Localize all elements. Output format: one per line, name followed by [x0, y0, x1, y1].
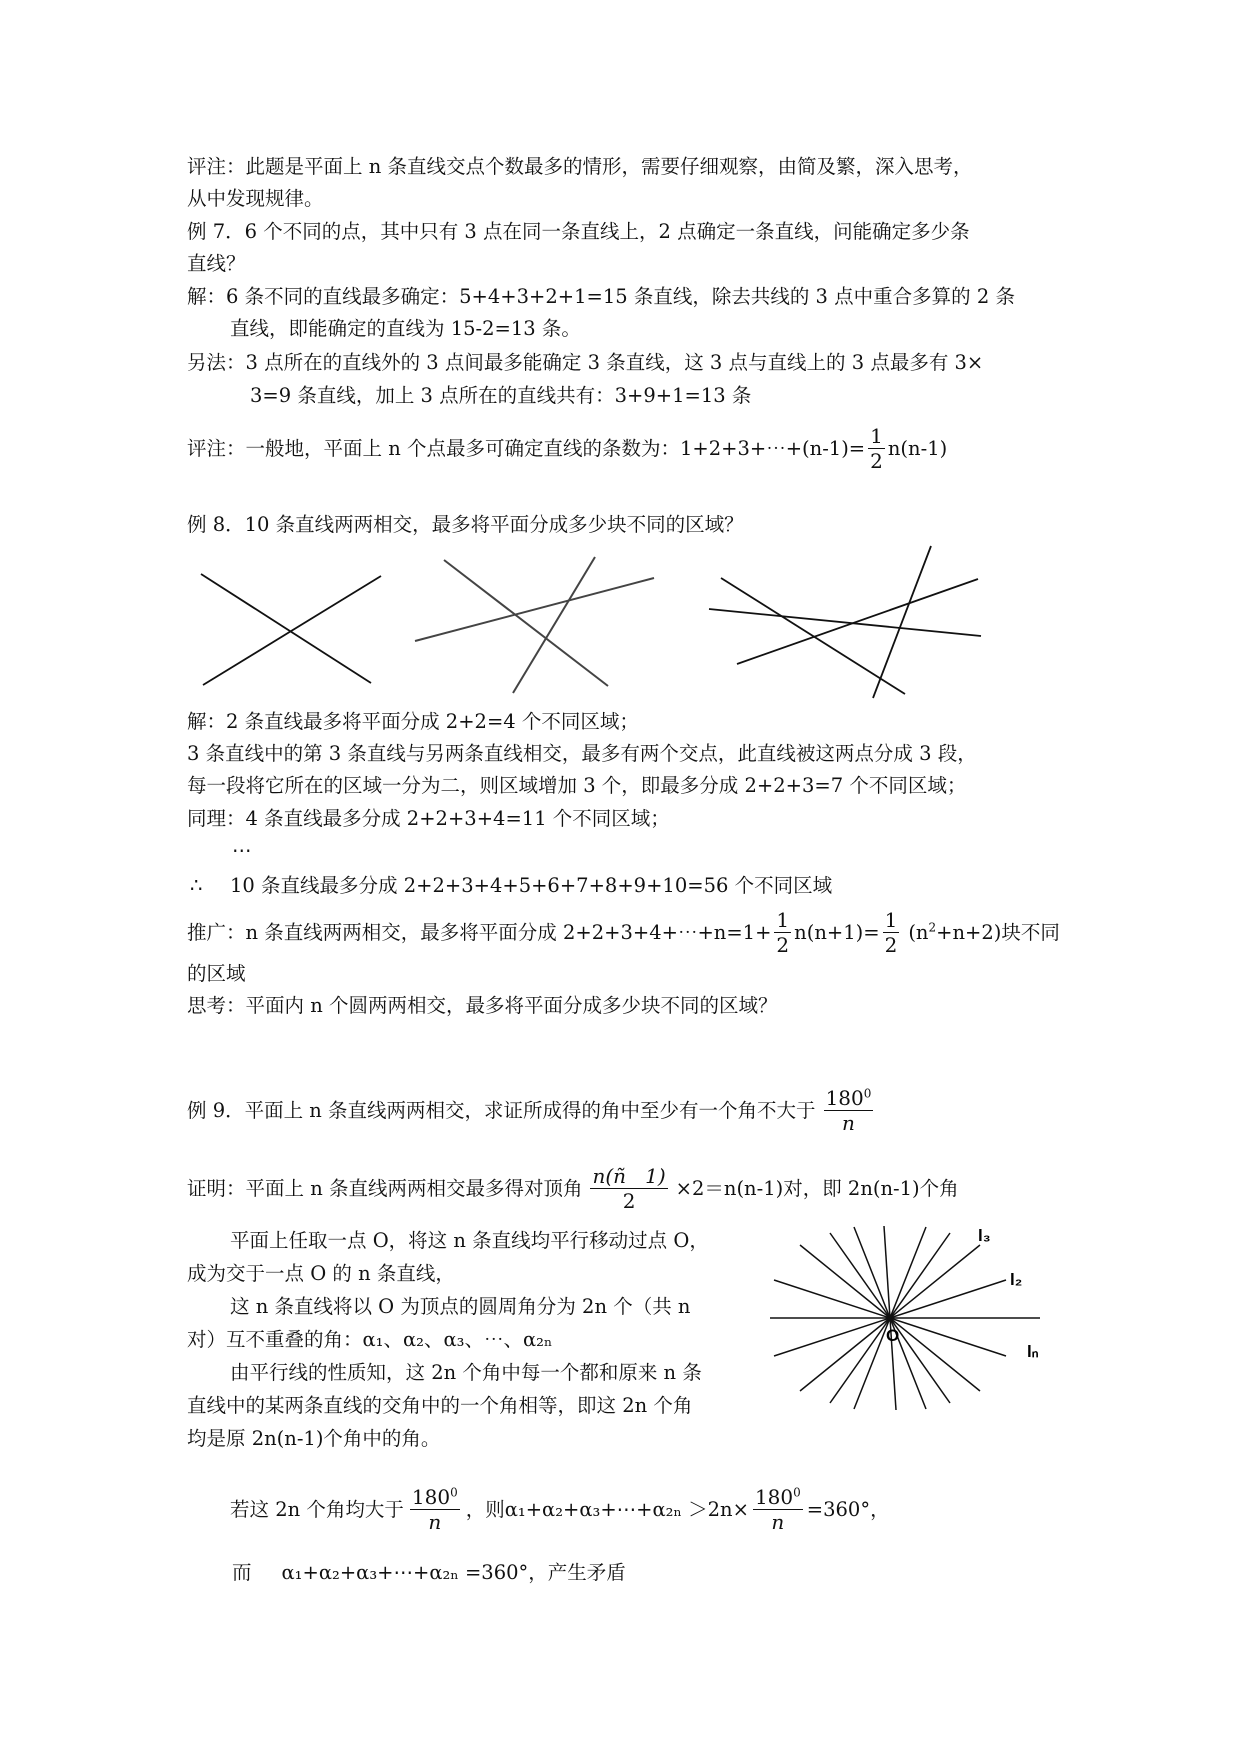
fraction-denominator: 2	[884, 933, 898, 957]
line-c	[513, 557, 595, 693]
solution-7-line-1: 解：6 条不同的直线最多确定：5+4+3+2+1=15 条直线，除去共线的 3 点中重合多算的 2 条	[187, 285, 1015, 308]
comment-line-2: 从中发现规律。	[187, 187, 324, 210]
example-7-line-1: 例 7．6 个不同的点，其中只有 3 点在同一条直线上，2 点确定一条直线，问能确定多少条	[187, 220, 970, 243]
fraction-180-over-n-2	[753, 1485, 803, 1534]
proof-para-3-line-1: 由平行线的性质知，这 2n 个角中每一个都和原来 n 条	[230, 1361, 702, 1384]
figure-three-lines	[410, 555, 660, 695]
generalization-continued: 的区域	[187, 962, 246, 985]
example-7-line-2: 直线？	[187, 252, 246, 275]
final-word: 而	[232, 1561, 252, 1584]
if-all-text: 若这 2n 个角均大于	[230, 1497, 404, 1521]
generalization-line	[187, 905, 1060, 960]
proof-para-1-line-1: 平面上任取一点 O，将这 n 条直线均平行移动过点 O，	[230, 1229, 709, 1252]
num-sup: 0	[793, 1485, 801, 1500]
line-d	[873, 546, 931, 698]
fraction-numerator	[824, 1086, 874, 1110]
solution-8-line-4: 同理：4 条直线最多分成 2+2+3+4=11 个不同区域；	[187, 807, 670, 830]
if-all-tail: =360°，	[806, 1497, 890, 1521]
gen-tail-b: +n+2)块不同	[936, 920, 1060, 944]
generalization-text: 推广：n 条直线两两相交，最多将平面分成 2+2+3+4+⋯+n=1+	[187, 920, 772, 944]
fraction-numerator	[753, 1485, 803, 1509]
proof-text: 证明：平面上 n 条直线两两相交最多得对顶角	[187, 1176, 583, 1200]
fraction-denominator: n	[842, 1111, 855, 1135]
fraction-numerator: n(ñ 1)	[592, 1164, 666, 1188]
line-a	[201, 574, 371, 683]
fraction-pairs	[590, 1164, 667, 1213]
example-8-title: 例 8．10 条直线两两相交，最多将平面分成多少块不同的区域？	[187, 513, 744, 536]
therefore-symbol: ∴	[190, 874, 203, 897]
ellipsis: ⋯	[232, 839, 252, 862]
gen-tail-a: (n	[908, 920, 929, 944]
star-lines	[770, 1226, 1040, 1410]
label-l2: l₂	[1010, 1270, 1023, 1289]
comment-line-1: 评注：此题是平面上 n 条直线交点个数最多的情形，需要仔细观察，由简及繁，深入思考，	[187, 155, 973, 178]
comment-formula-line	[187, 422, 947, 475]
figure-lines-through-point	[770, 1225, 1070, 1415]
solution-7-line-2: 直线，即能确定的直线为 15-2=13 条。	[230, 317, 581, 340]
label-O: O	[886, 1326, 900, 1345]
solution-8-conclusion: 10 条直线最多分成 2+2+3+4+5+6+7+8+9+10=56 个不同区域	[230, 874, 833, 897]
proof-para-3-line-2: 直线中的某两条直线的交角中的一个角相等，即这 2n 个角	[187, 1394, 693, 1417]
fraction-numerator: 1	[870, 424, 883, 448]
fraction-half	[868, 424, 885, 473]
label-ln: lₙ	[1027, 1342, 1039, 1361]
line-c-hidden	[768, 548, 857, 673]
comment-formula-text: 评注：一般地，平面上 n 个点最多可确定直线的条数为：1+2+3+⋯+(n-1)=	[187, 436, 866, 460]
fraction-denominator: 2	[870, 449, 883, 473]
generalization-middle: n(n+1)=	[794, 920, 880, 944]
solution-8-line-1: 解：2 条直线最多将平面分成 2+2=4 个不同区域；	[187, 710, 639, 733]
fraction-180-over-n-1	[410, 1485, 460, 1534]
num-180: 180	[754, 1485, 794, 1509]
fraction-half-1	[774, 908, 791, 957]
proof-para-1-line-2: 成为交于一点 O 的 n 条直线，	[187, 1262, 455, 1285]
fraction-half-2	[883, 908, 900, 957]
solution-8-line-2: 3 条直线中的第 3 条直线与另两条直线相交，最多有两个交点，此直线被这两点分成 3 段，	[187, 742, 977, 765]
figure-two-lines	[195, 570, 385, 688]
final-line	[232, 1560, 626, 1586]
gen-tail-sup: 2	[928, 920, 937, 934]
fraction-denominator: 2	[622, 1189, 636, 1213]
proof-para-2-line-2: 对）互不重叠的角：α₁、α₂、α₃、⋯、α₂ₙ	[187, 1328, 553, 1351]
fraction-180-over-n	[824, 1086, 874, 1135]
figure-four-lines	[705, 540, 990, 700]
proof-para-3-line-3: 均是原 2n(n-1)个角中的角。	[187, 1427, 441, 1450]
fraction-numerator	[410, 1485, 460, 1509]
if-all-middle: ，则α₁+α₂+α₃+⋯+α₂ₙ ＞2n×	[465, 1497, 749, 1521]
num-sup: 0	[863, 1086, 872, 1101]
generalization-tail	[908, 906, 1060, 960]
fraction-denominator: 2	[776, 933, 790, 957]
line-a	[721, 578, 905, 694]
example-9-text: 例 9．平面上 n 条直线两两相交，求证所成得的角中至少有一个角不大于	[187, 1098, 816, 1122]
alt-method-line-1: 另法：3 点所在的直线外的 3 点间最多能确定 3 条直线，这 3 点与直线上的 3 点最多有 3×	[187, 351, 984, 374]
num-sup: 0	[450, 1485, 458, 1500]
label-l3: l₃	[978, 1226, 991, 1245]
fraction-numerator: 1	[776, 908, 790, 932]
if-all-line	[230, 1478, 890, 1541]
num-180: 180	[825, 1086, 864, 1110]
example-9-title	[187, 1080, 876, 1141]
think-question: 思考：平面内 n 个圆两两相交，最多将平面分成多少块不同的区域？	[187, 994, 778, 1017]
final-formula: α₁+α₂+α₃+⋯+α₂ₙ =360°，产生矛盾	[281, 1561, 626, 1584]
line-a	[444, 560, 608, 686]
comment-formula-tail: n(n-1)	[887, 436, 948, 460]
proof-tail: ×2＝n(n-1)对，即 2n(n-1)个角	[675, 1176, 959, 1200]
line-b	[415, 578, 654, 641]
proof-line	[187, 1158, 959, 1219]
fraction-numerator: 1	[884, 908, 898, 932]
proof-para-2-line-1: 这 n 条直线将以 O 为顶点的圆周角分为 2n 个（共 n	[230, 1295, 691, 1318]
num-180: 180	[411, 1485, 451, 1509]
fraction-denominator: n	[428, 1510, 442, 1534]
solution-8-line-3: 每一段将它所在的区域一分为二，则区域增加 3 个，即最多分成 2+2+3=7 个不同区域；	[187, 774, 967, 797]
alt-method-line-2: 3=9 条直线，加上 3 点所在的直线共有：3+9+1=13 条	[250, 384, 752, 407]
line-b	[709, 609, 981, 636]
line-c	[737, 579, 978, 664]
fraction-denominator: n	[771, 1510, 785, 1534]
